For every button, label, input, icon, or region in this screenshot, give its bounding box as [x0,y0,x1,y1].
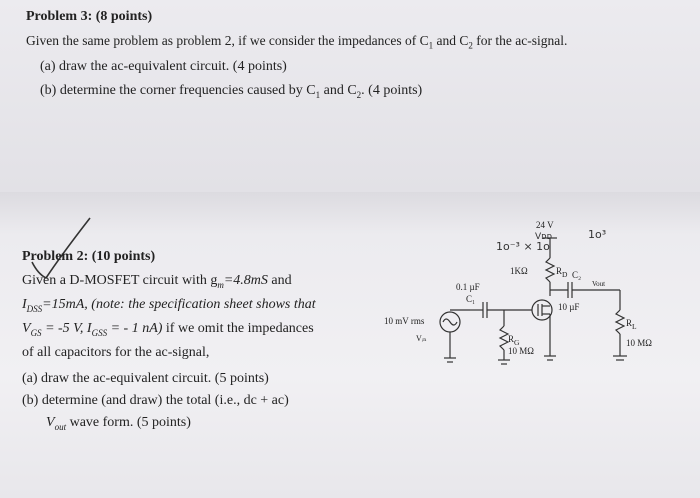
rd-value-label: 1KΩ [510,266,528,276]
supply-handwritten-label: Vᴅᴅ [535,232,553,242]
problem-3-intro: Given the same problem as problem 2, if we consider the impedances of $C_1$ and $C_2$ for the ac-signal. [26,33,568,51]
source-value-label: 10 mV rms [384,316,425,326]
c2-value-label: 10 µF [558,302,580,312]
problem-2-part-a: (a) draw the ac-equivalent circuit. (5 points) [22,371,269,386]
problem-2-line-2: $I_{DSS}=15mA$, (note: the specification sheet shows that [22,297,316,314]
problem-2-line-3: $V_{GS} = -5$ V, $I_{GSS}$ = - 1 nA) if we omit the impedances [22,321,314,338]
rg-name-label: $R_G$ [508,334,520,347]
problem-2-part-b-cont: $V_{out}$ wave form. (5 points) [46,415,191,432]
problem-3-part-a: (a) draw the ac-equivalent circuit. (4 points) [40,59,287,74]
rd-resistor [546,258,554,282]
problem-3-part-b: (b) determine the corner frequencies caused by $C_1$ and $C_2$. (4 points) [40,83,423,100]
handwritten-note-2: 1o³ [588,228,607,241]
problem-2-line-1: Given a D-MOSFET circuit with $g_m=4.8mS$ and [22,273,292,290]
supply-voltage-label: 24 V [536,220,554,230]
c1-value-label: 0.1 µF [456,282,480,292]
rl-resistor [616,310,624,334]
rd-name-label: $R_D$ [556,266,568,279]
c2-name-label: C₂ [572,270,582,280]
vout-label: Vout [592,280,606,288]
problem-2-line-4: of all capacitors for the ac-signal, [22,345,210,360]
rl-name-label: $R_L$ [626,318,637,331]
rg-value-label: 10 MΩ [508,346,534,356]
problem-3-title: Problem 3: (8 points) [26,9,153,24]
handwritten-note: 1o⁻³ × 1o [496,240,550,253]
source-name-label: Vᵢₙ [416,334,427,343]
c1-name-label: C₁ [466,294,476,304]
rg-resistor [500,326,508,350]
problem-2-part-b: (b) determine (and draw) the total (i.e., dc + ac) [22,393,289,408]
problem-2-title: Problem 2: (10 points) [22,249,156,264]
rl-value-label: 10 MΩ [626,338,652,348]
